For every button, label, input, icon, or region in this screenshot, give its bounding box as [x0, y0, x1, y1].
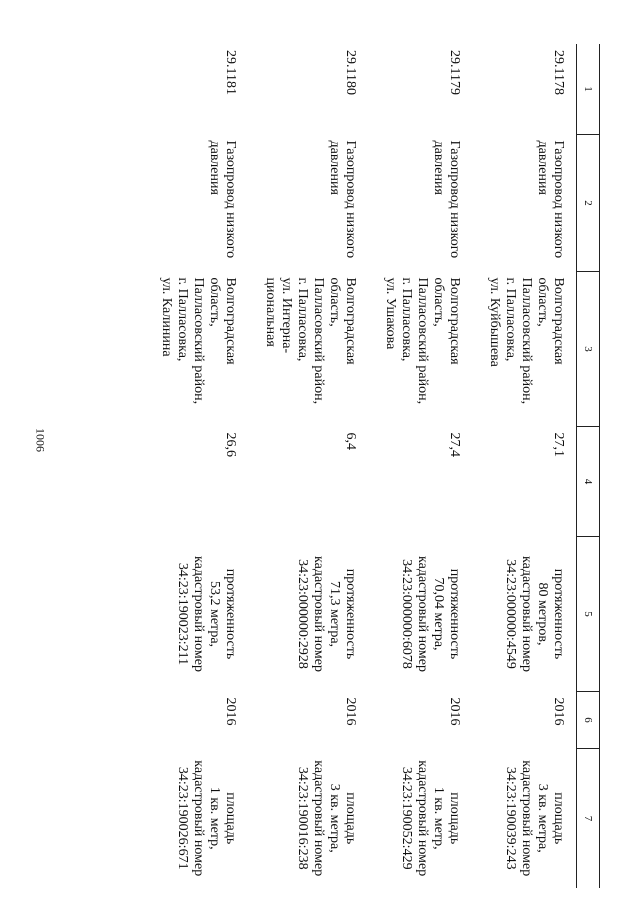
table-row [368, 44, 472, 888]
table-row [144, 44, 248, 888]
object-area: площадь 1 кв. метр, кадастровый номер 34:23:190026:671 [175, 760, 238, 877]
object-address: Волгоградская область, Палласовский район, г. Палласовка, ул. Интерна- циональная [263, 277, 358, 405]
object-name: Газопровод низкого давления [431, 140, 462, 259]
column-number: 7 [577, 749, 600, 889]
object-length: протяженность 80 метров, кадастровый номер 34:23:000000:4549 [503, 556, 566, 672]
object-value: 27,4 [447, 432, 462, 457]
object-value: 27,1 [551, 432, 566, 457]
column-number: 5 [577, 537, 600, 692]
object-name: Газопровод низкого давления [207, 140, 238, 259]
registry-sheet [80, 40, 600, 877]
object-value: 26,6 [223, 432, 238, 457]
object-name: Газопровод низкого давления [327, 140, 358, 259]
object-year: 2016 [447, 697, 462, 726]
column-number: 3 [577, 272, 600, 427]
registry-table [144, 44, 600, 888]
column-number: 6 [577, 692, 600, 749]
table-row [248, 44, 368, 888]
object-area: площадь 3 кв. метра, кадастровый номер 34:23:190016:238 [295, 760, 358, 877]
object-year: 2016 [343, 697, 358, 726]
column-number: 4 [577, 427, 600, 537]
object-value: 6,4 [343, 432, 358, 450]
object-name: Газопровод низкого давления [535, 140, 566, 259]
object-length: протяженность 71,3 метра, кадастровый номер 34:23:000000:2928 [295, 556, 358, 672]
object-address: Волгоградская область, Палласовский район, г. Палласовка, ул. Куйбышева [487, 277, 566, 405]
row-id: 29.1178 [551, 50, 566, 95]
object-length: протяженность 53,2 метра, кадастровый номер 34:23:190023:211 [175, 556, 238, 672]
column-number-header-row [577, 44, 600, 888]
object-length: протяженность 70,04 метра, кадастровый номер 34:23:000000:6078 [399, 556, 462, 672]
object-address: Волгоградская область, Палласовский район, г. Палласовка, ул. Ушакова [383, 277, 462, 405]
row-id: 29.1181 [223, 50, 238, 95]
object-area: площадь 1 кв. метр, кадастровый номер 34:23:190052:429 [399, 760, 462, 877]
object-area: площадь 3 кв. метра, кадастровый номер 34:23:190039:243 [503, 760, 566, 877]
table-row [472, 44, 577, 888]
row-id: 29.1180 [343, 50, 358, 95]
row-id: 29.1179 [447, 50, 462, 95]
object-year: 2016 [223, 697, 238, 726]
object-year: 2016 [551, 697, 566, 726]
object-address: Волгоградская область, Палласовский район, г. Палласовка, ул. Калинина [159, 277, 238, 405]
column-number: 2 [577, 135, 600, 272]
page-number: 1006 [33, 428, 48, 452]
column-number: 1 [577, 44, 600, 135]
